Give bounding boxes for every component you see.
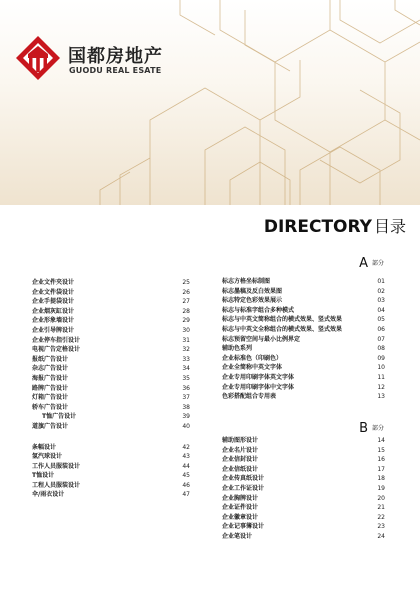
toc-item-label: 海报广告设计 [32, 374, 69, 382]
toc-item-label: 企业记事簿设计 [222, 523, 265, 531]
toc-item[interactable] [32, 462, 190, 472]
toc-item[interactable] [32, 384, 190, 394]
toc-item-label: 道旗广告设计 [32, 422, 69, 430]
toc-item-label: 标志墨稿及反白效果图 [222, 287, 283, 295]
toc-item-page: 17 [377, 465, 385, 473]
toc-item-label: 企业文件袋设计 [32, 288, 75, 296]
toc-item-page: 02 [377, 287, 385, 295]
toc-item-label: 企业专用印刷字体英文字体 [222, 373, 295, 381]
toc-item-page: 11 [377, 373, 385, 381]
section-a-letter: A [359, 256, 368, 271]
toc-item-label: 企业引导牌设计 [32, 326, 75, 334]
toc-item[interactable] [222, 277, 385, 287]
toc-item-page: 01 [377, 278, 385, 285]
toc-item-label: 企业手提袋设计 [32, 298, 75, 306]
toc-item[interactable] [32, 471, 190, 481]
toc-item[interactable] [222, 494, 385, 504]
toc-item[interactable] [32, 345, 190, 355]
toc-item-page: 38 [182, 403, 190, 411]
toc-item-label: 标志与标准字组合多种模式 [222, 306, 295, 314]
toc-item[interactable] [32, 452, 190, 462]
toc-item-label: 杂志广告设计 [32, 365, 69, 373]
toc-list-left [32, 278, 190, 500]
toc-item-page: 07 [377, 335, 385, 343]
toc-item[interactable] [32, 490, 190, 500]
toc-item[interactable] [222, 474, 385, 484]
toc-item[interactable] [222, 354, 385, 364]
toc-item-page: 37 [182, 394, 190, 402]
toc-list-section-a [222, 277, 385, 402]
toc-item-page: 06 [377, 325, 385, 333]
toc-item-page: 08 [377, 345, 385, 353]
toc-item-page: 05 [377, 316, 385, 324]
toc-item-label: 企业名片设计 [222, 446, 259, 454]
toc-item-page: 19 [377, 484, 385, 492]
toc-item[interactable] [222, 335, 385, 345]
toc-item-page: 45 [182, 472, 190, 480]
toc-item-label: T恤设计 [32, 472, 55, 480]
toc-item-page: 18 [377, 475, 385, 483]
toc-item[interactable] [222, 373, 385, 383]
toc-item[interactable] [32, 443, 190, 453]
toc-item-page: 43 [182, 453, 190, 461]
toc-item-page: 03 [377, 297, 385, 305]
toc-item-page: 35 [182, 374, 190, 382]
toc-item[interactable] [222, 315, 385, 325]
toc-item[interactable] [32, 297, 190, 307]
toc-item[interactable] [32, 316, 190, 326]
toc-item-label: 企业传真纸设计 [222, 475, 265, 483]
toc-list-section-b [222, 436, 385, 542]
toc-item-label: 色彩搭配组合专用表 [222, 393, 277, 401]
brand-logo [14, 34, 174, 82]
toc-item[interactable] [32, 336, 190, 346]
toc-item-page: 31 [182, 336, 190, 344]
toc-item-page: 36 [182, 384, 190, 392]
toc-item[interactable] [222, 325, 385, 335]
toc-item-label: 灯箱广告设计 [32, 394, 69, 402]
toc-item[interactable] [32, 326, 190, 336]
toc-item-label: 轿车广告设计 [32, 403, 69, 411]
toc-item-label: 辅助图形设计 [222, 437, 259, 444]
brand-name-cn: 国都房地产 [68, 46, 163, 67]
toc-item[interactable] [222, 522, 385, 532]
toc-item-label: 企业形象墙设计 [32, 317, 75, 325]
toc-item-label: 企业胸牌设计 [222, 494, 259, 502]
toc-item[interactable] [32, 307, 190, 317]
toc-item-page: 14 [377, 437, 385, 444]
toc-item-label: 标志方格坐标制图 [222, 278, 271, 285]
toc-item-label: 企业标准色（印刷色） [222, 354, 283, 362]
toc-item[interactable] [222, 436, 385, 446]
toc-item[interactable] [32, 288, 190, 298]
toc-item-label: 报纸广告设计 [32, 355, 69, 363]
toc-item-page: 20 [377, 494, 385, 502]
toc-item-label: 标志与中英文全称组合的横式效果、竖式效果 [222, 325, 343, 333]
toc-item[interactable] [222, 446, 385, 456]
toc-item[interactable] [222, 344, 385, 354]
toc-item[interactable] [222, 383, 385, 393]
toc-item-label: 企业信封设计 [222, 456, 259, 464]
toc-item-page: 26 [182, 288, 190, 296]
toc-item[interactable] [32, 364, 190, 374]
toc-item-label: 企业文件夹设计 [32, 279, 75, 286]
toc-item-label: 伞/雨衣设计 [32, 491, 65, 499]
toc-item[interactable] [32, 393, 190, 403]
toc-item-page: 13 [377, 393, 385, 401]
toc-item-page: 47 [182, 491, 190, 499]
toc-item-label: 标志特定色彩效果展示 [222, 297, 283, 305]
toc-item-label: 企业烟灰缸设计 [32, 307, 75, 315]
section-a-label: 部分 [371, 260, 384, 267]
toc-item-page: 32 [182, 346, 190, 354]
section-b-label: 部分 [371, 425, 384, 432]
toc-item-label: 条幅设计 [32, 443, 57, 451]
toc-item-label: 工程人员服装设计 [32, 481, 81, 489]
toc-item-page: 40 [182, 422, 190, 430]
page-title [264, 214, 406, 237]
toc-item-label: 氢汽球设计 [32, 453, 63, 461]
section-a-heading [359, 252, 384, 271]
toc-item-page: 28 [182, 307, 190, 315]
toc-item[interactable] [222, 287, 385, 297]
toc-item[interactable] [32, 403, 190, 413]
toc-item-label: 企业专用印刷字体中文字体 [222, 383, 295, 391]
toc-item-page: 21 [377, 504, 385, 512]
toc-item[interactable] [32, 278, 190, 288]
toc-item[interactable] [222, 503, 385, 513]
toc-item-page: 42 [182, 443, 190, 451]
toc-item-label: 企业全简称中英文字体 [222, 364, 283, 372]
geometric-line-pattern [0, 0, 420, 205]
toc-item-page: 25 [182, 279, 190, 286]
toc-item-page: 23 [377, 523, 385, 531]
toc-item-label: 标志与中英文简称组合的横式效果、竖式效果 [222, 316, 343, 324]
toc-item-label: 企业信纸设计 [222, 465, 259, 473]
toc-item-page: 33 [182, 355, 190, 363]
toc-item-page: 09 [377, 354, 385, 362]
brand-name-en: GUODU REAL ESATE [69, 66, 162, 75]
toc-item[interactable] [222, 465, 385, 475]
header-banner [0, 0, 420, 205]
section-b-letter: B [359, 421, 368, 436]
toc-item-label: 标志预留空间与最小比例界定 [222, 335, 301, 343]
toc-item[interactable] [32, 355, 190, 365]
toc-item[interactable] [32, 412, 190, 422]
toc-item-page: 39 [182, 413, 190, 421]
toc-item[interactable] [222, 306, 385, 316]
title-cn: 目录 [373, 217, 406, 236]
toc-item[interactable] [32, 422, 190, 432]
toc-item-label: T恤广告设计 [42, 413, 77, 421]
toc-item-page: 46 [182, 481, 190, 489]
toc-item[interactable] [222, 455, 385, 465]
toc-item-label: 企业徽章设计 [222, 513, 259, 521]
toc-item[interactable] [222, 392, 385, 402]
toc-item[interactable] [32, 481, 190, 491]
toc-item-page: 10 [377, 364, 385, 372]
toc-item[interactable] [222, 363, 385, 373]
toc-item-label: 路牌广告设计 [32, 384, 69, 392]
toc-item-label: 企业证件设计 [222, 504, 259, 512]
brand-logo-mark-icon [14, 34, 62, 82]
toc-item-page: 04 [377, 306, 385, 314]
toc-item-page: 30 [182, 326, 190, 334]
toc-item-page: 27 [182, 298, 190, 306]
toc-item-page: 29 [182, 317, 190, 325]
toc-item-label: 企业笔设计 [222, 532, 253, 540]
toc-item-page: 44 [182, 462, 190, 470]
toc-item-label: 工作人员服装设计 [32, 462, 81, 470]
toc-item-page: 22 [377, 513, 385, 521]
toc-item[interactable] [32, 374, 190, 384]
toc-item-label: 辅助色系列 [222, 345, 253, 353]
section-b-heading [359, 417, 384, 436]
toc-item[interactable] [222, 513, 385, 523]
toc-item-page: 34 [182, 365, 190, 373]
toc-item[interactable] [222, 296, 385, 306]
toc-item-page: 16 [377, 456, 385, 464]
toc-item-page: 15 [377, 446, 385, 454]
toc-item-page: 12 [377, 383, 385, 391]
toc-item-label: 电视广告定格设计 [32, 346, 81, 354]
toc-item[interactable] [222, 484, 385, 494]
toc-item-page: 24 [377, 532, 385, 540]
toc-item-label: 企业工作证设计 [222, 484, 265, 492]
title-en: DIRECTORY [263, 217, 372, 237]
toc-item[interactable] [222, 532, 385, 542]
toc-item-label: 企业停车指引设计 [32, 336, 81, 344]
